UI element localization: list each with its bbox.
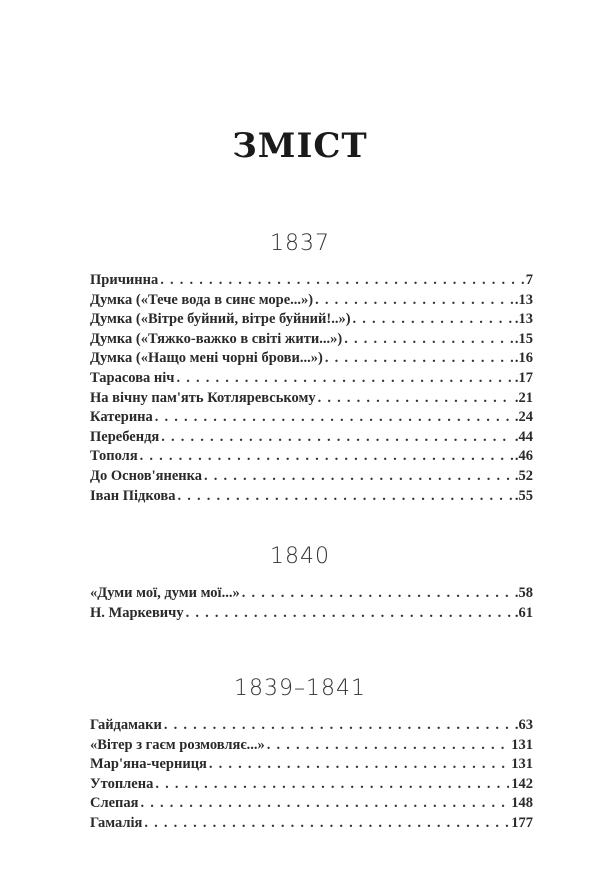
entry-title: Мар'яна-черниця bbox=[90, 756, 207, 773]
entry-page: .21 bbox=[514, 389, 533, 406]
entry-page: .13 bbox=[514, 291, 533, 308]
entry-title: Тополя bbox=[90, 448, 138, 465]
toc-entry[interactable] bbox=[90, 349, 533, 369]
dot-leader bbox=[242, 584, 513, 604]
entry-page: .17 bbox=[514, 369, 533, 386]
page-title: ЗМІСТ bbox=[232, 126, 368, 166]
toc-entry[interactable] bbox=[90, 330, 533, 350]
entry-page: 142 bbox=[511, 775, 533, 792]
section-year-1840: 1840 bbox=[270, 544, 330, 569]
toc-entry[interactable] bbox=[90, 814, 533, 834]
toc-entry[interactable] bbox=[90, 755, 533, 775]
toc-entry[interactable] bbox=[90, 467, 533, 487]
dot-leader bbox=[144, 814, 509, 834]
toc-entry[interactable] bbox=[90, 716, 533, 736]
entry-page: .52 bbox=[514, 467, 533, 484]
dot-leader bbox=[164, 716, 513, 736]
dot-leader bbox=[155, 408, 513, 428]
dot-leader bbox=[161, 428, 513, 448]
entry-page: .16 bbox=[514, 350, 533, 367]
entry-page: .15 bbox=[514, 330, 533, 347]
dot-leader bbox=[155, 775, 509, 795]
entry-title: Думка («Тече вода в синє море...») bbox=[90, 291, 314, 308]
toc-entry[interactable] bbox=[90, 271, 533, 291]
entry-page: 131 bbox=[511, 736, 533, 753]
toc-entry[interactable] bbox=[90, 604, 533, 624]
entry-title: Перебендя bbox=[90, 428, 160, 445]
dot-leader bbox=[209, 755, 509, 775]
toc-entry[interactable] bbox=[90, 428, 533, 448]
entry-title: Тарасова ніч bbox=[90, 369, 175, 386]
toc-list-1837 bbox=[90, 271, 533, 506]
entry-title: Гайдамаки bbox=[90, 717, 162, 733]
section-year-1837: 1837 bbox=[270, 231, 330, 256]
toc-entry[interactable] bbox=[90, 584, 533, 604]
entry-page: 7 bbox=[525, 272, 533, 288]
toc-entry[interactable] bbox=[90, 487, 533, 507]
dot-leader bbox=[353, 310, 513, 330]
toc-list-1840 bbox=[90, 584, 533, 623]
entry-page: .55 bbox=[514, 487, 533, 504]
entry-title: Слепая bbox=[90, 795, 139, 812]
entry-title: «Думи мої, думи мої...» bbox=[90, 585, 240, 601]
entry-title: «Вітер з гаєм розмовляє...» bbox=[90, 736, 265, 753]
entry-title: Утоплена bbox=[90, 775, 154, 792]
entry-page: .13 bbox=[514, 311, 533, 328]
entry-page: .24 bbox=[514, 409, 533, 426]
entry-title: Думка («Нащо мені чорні брови...») bbox=[90, 350, 323, 367]
toc-entry[interactable] bbox=[90, 369, 533, 389]
dot-leader bbox=[176, 369, 512, 389]
entry-title: Думка («Вітре буйний, вітре буйний!..») bbox=[90, 311, 351, 328]
entry-title: Причинна bbox=[90, 272, 159, 288]
dot-leader bbox=[141, 794, 510, 814]
entry-title: До Основ'яненка bbox=[90, 467, 203, 484]
dot-leader bbox=[160, 271, 524, 291]
entry-title: Думка («Тяжко-важко в світі жити...») bbox=[90, 330, 343, 347]
toc-entry[interactable] bbox=[90, 389, 533, 409]
entry-page: 177 bbox=[511, 814, 533, 831]
section-year-1839-1841: 1839–1841 bbox=[234, 676, 366, 701]
entry-title: Н. Маркевичу bbox=[90, 604, 184, 621]
dot-leader bbox=[315, 291, 513, 311]
entry-title: Гамалія bbox=[90, 814, 143, 831]
toc-entry[interactable] bbox=[90, 310, 533, 330]
dot-leader bbox=[186, 604, 513, 624]
dot-leader bbox=[318, 389, 513, 409]
entry-title: Катерина bbox=[90, 409, 153, 426]
toc-entry[interactable] bbox=[90, 447, 533, 467]
entry-page: .46 bbox=[514, 448, 533, 465]
entry-page: .58 bbox=[514, 585, 533, 601]
toc-entry[interactable] bbox=[90, 408, 533, 428]
toc-entry[interactable] bbox=[90, 775, 533, 795]
entry-page: .44 bbox=[514, 428, 533, 445]
dot-leader bbox=[140, 447, 513, 467]
dot-leader bbox=[177, 487, 512, 507]
toc-entry[interactable] bbox=[90, 736, 533, 756]
entry-page: 148 bbox=[511, 795, 533, 812]
toc-list-1839-1841 bbox=[90, 716, 533, 834]
dot-leader bbox=[325, 349, 513, 369]
dot-leader bbox=[344, 330, 513, 350]
dot-leader bbox=[267, 736, 509, 756]
entry-page: .63 bbox=[514, 717, 533, 733]
entry-page: .61 bbox=[514, 604, 533, 621]
toc-entry[interactable] bbox=[90, 794, 533, 814]
entry-page: 131 bbox=[511, 756, 533, 773]
toc-entry[interactable] bbox=[90, 291, 533, 311]
entry-title: Іван Підкова bbox=[90, 487, 176, 504]
entry-title: На вічну пам'ять Котляревському bbox=[90, 389, 316, 406]
dot-leader bbox=[204, 467, 513, 487]
